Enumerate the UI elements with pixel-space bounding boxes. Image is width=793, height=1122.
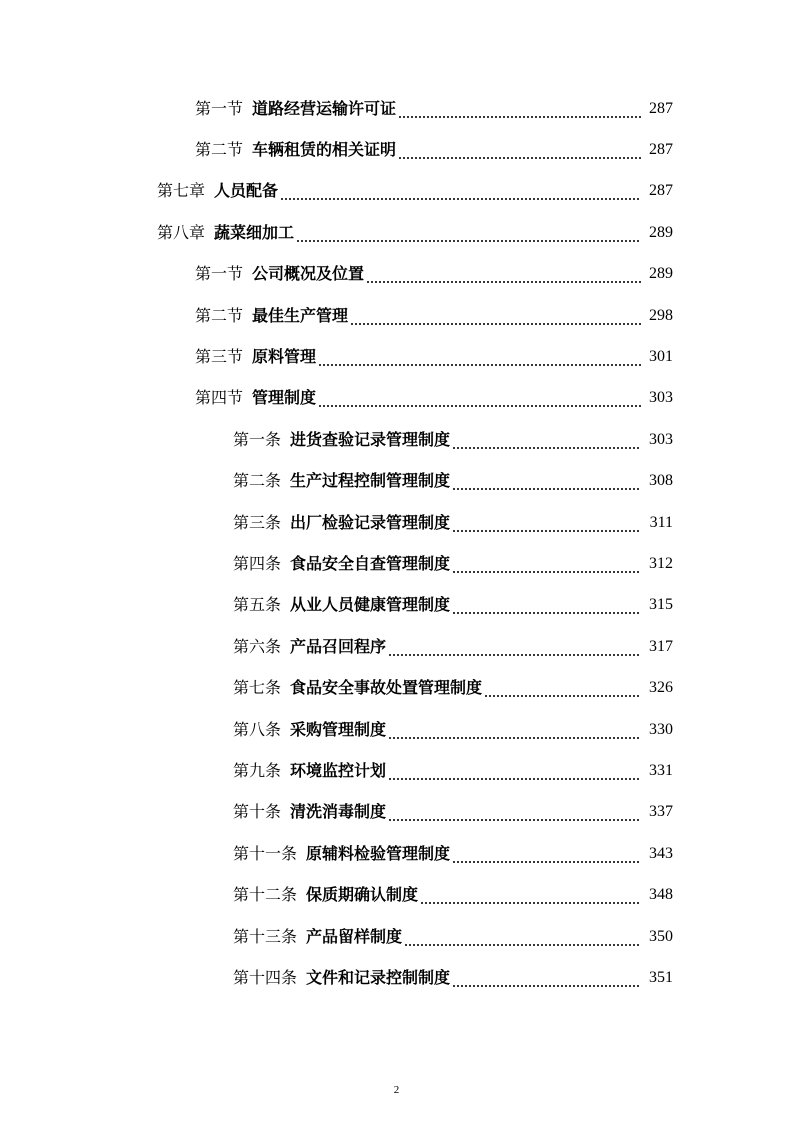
toc-entry-title: 道路经营运输许可证 [252,98,397,118]
toc-entry-title: 管理制度 [252,388,317,408]
toc-entry-title: 清洗消毒制度 [290,802,387,822]
toc-entry-number: 第一条 [233,429,282,449]
toc-entry[interactable] [0,792,793,833]
dot-leader [388,810,641,822]
dot-leader [296,231,641,243]
toc-entry-page: 315 [649,596,673,614]
toc-entry-number: 第九条 [233,760,282,780]
toc-entry-title: 产品留样制度 [306,926,403,946]
toc-entry[interactable] [0,957,793,998]
toc-entry-number: 第五条 [233,595,282,615]
dot-leader [404,935,641,947]
toc-entry-number: 第十二条 [233,885,298,905]
toc-entry[interactable] [0,129,793,170]
toc-entry-title: 从业人员健康管理制度 [290,595,451,615]
toc-entry-number: 第四条 [233,553,282,573]
toc-entry[interactable] [0,171,793,212]
toc-entry[interactable] [0,212,793,253]
toc-entry[interactable] [0,254,793,295]
toc-entry[interactable] [0,667,793,708]
toc-entry-title: 车辆租赁的相关证明 [252,140,397,160]
toc-entry-title: 出厂检验记录管理制度 [290,512,451,532]
toc-entry-number: 第十三条 [233,926,298,946]
toc-entry-page: 298 [649,306,673,324]
dot-leader [388,728,641,740]
toc-entry[interactable] [0,585,793,626]
toc-entry[interactable] [0,378,793,419]
toc-entry-number: 第三条 [233,512,282,532]
toc-entry[interactable] [0,709,793,750]
toc-entry[interactable] [0,543,793,584]
toc-entry-page: 303 [649,389,673,407]
toc-entry-title: 生产过程控制管理制度 [290,471,451,491]
dot-leader [452,976,641,988]
toc-entry-page: 317 [649,637,673,655]
toc-entry-number: 第十四条 [233,967,298,987]
dot-leader [452,562,641,574]
toc-entry-title: 保质期确认制度 [306,885,419,905]
toc-entry[interactable] [0,874,793,915]
dot-leader [452,521,641,533]
toc-entry-title: 进货查验记录管理制度 [290,429,451,449]
toc-entry-number: 第一节 [195,264,244,284]
toc-entry-page: 287 [649,141,673,159]
toc-entry-page: 351 [649,968,673,986]
dot-leader [452,603,641,615]
dot-leader [420,893,641,905]
dot-leader [452,438,641,450]
dot-leader [318,396,641,408]
toc-entry-title: 人员配备 [214,181,279,201]
toc-entry-title: 原辅料检验管理制度 [306,843,451,863]
toc-entry-page: 326 [649,679,673,697]
toc-entry[interactable] [0,502,793,543]
toc-entry-page: 330 [649,720,673,738]
dot-leader [350,314,641,326]
toc-entry-page: 348 [649,886,673,904]
toc-entry-page: 303 [649,430,673,448]
toc-entry-number: 第四节 [195,388,244,408]
toc-entry-page: 287 [649,99,673,117]
toc-entry-page: 289 [649,223,673,241]
dot-leader [366,272,641,284]
toc-entry-number: 第七章 [157,181,206,201]
toc-entry-page: 331 [649,761,673,779]
toc-entry-title: 公司概况及位置 [252,264,365,284]
toc-entry[interactable] [0,295,793,336]
toc-entry-page: 343 [649,844,673,862]
toc-entry-number: 第六条 [233,636,282,656]
toc-entry[interactable] [0,916,793,957]
toc-entry-number: 第二节 [195,305,244,325]
dot-leader [398,148,641,160]
dot-leader [280,189,641,201]
table-of-contents [0,88,793,999]
toc-entry-number: 第十一条 [233,843,298,863]
toc-entry-title: 环境监控计划 [290,760,387,780]
toc-entry-number: 第七条 [233,678,282,698]
dot-leader [452,479,641,491]
toc-entry[interactable] [0,336,793,377]
toc-entry-page: 312 [649,554,673,572]
toc-entry-page: 337 [649,803,673,821]
toc-entry-number: 第八章 [157,222,206,242]
dot-leader [484,686,641,698]
toc-entry-number: 第二节 [195,140,244,160]
toc-entry-page: 301 [649,348,673,366]
toc-entry[interactable] [0,626,793,667]
dot-leader [398,107,641,119]
toc-entry[interactable] [0,419,793,460]
toc-entry-number: 第一节 [195,98,244,118]
toc-entry-title: 原料管理 [252,347,317,367]
toc-entry-page: 350 [649,927,673,945]
toc-entry-page: 311 [649,513,673,531]
page-number: 2 [393,1084,400,1096]
toc-entry-number: 第三节 [195,347,244,367]
toc-entry-page: 308 [649,472,673,490]
toc-entry-title: 采购管理制度 [290,719,387,739]
toc-entry-page: 287 [649,182,673,200]
toc-entry-title: 最佳生产管理 [252,305,349,325]
toc-entry-title: 文件和记录控制制度 [306,967,451,987]
toc-entry[interactable] [0,833,793,874]
toc-entry-title: 食品安全自查管理制度 [290,553,451,573]
toc-entry[interactable] [0,750,793,791]
toc-entry-title: 产品召回程序 [290,636,387,656]
toc-entry-number: 第二条 [233,471,282,491]
toc-entry-page: 289 [649,265,673,283]
toc-entry-title: 食品安全事故处置管理制度 [290,678,483,698]
toc-entry-number: 第八条 [233,719,282,739]
toc-entry-number: 第十条 [233,802,282,822]
toc-entry[interactable] [0,461,793,502]
dot-leader [388,645,641,657]
dot-leader [388,769,641,781]
toc-entry[interactable] [0,88,793,129]
toc-entry-title: 蔬菜细加工 [214,222,295,242]
dot-leader [452,852,641,864]
dot-leader [318,355,641,367]
